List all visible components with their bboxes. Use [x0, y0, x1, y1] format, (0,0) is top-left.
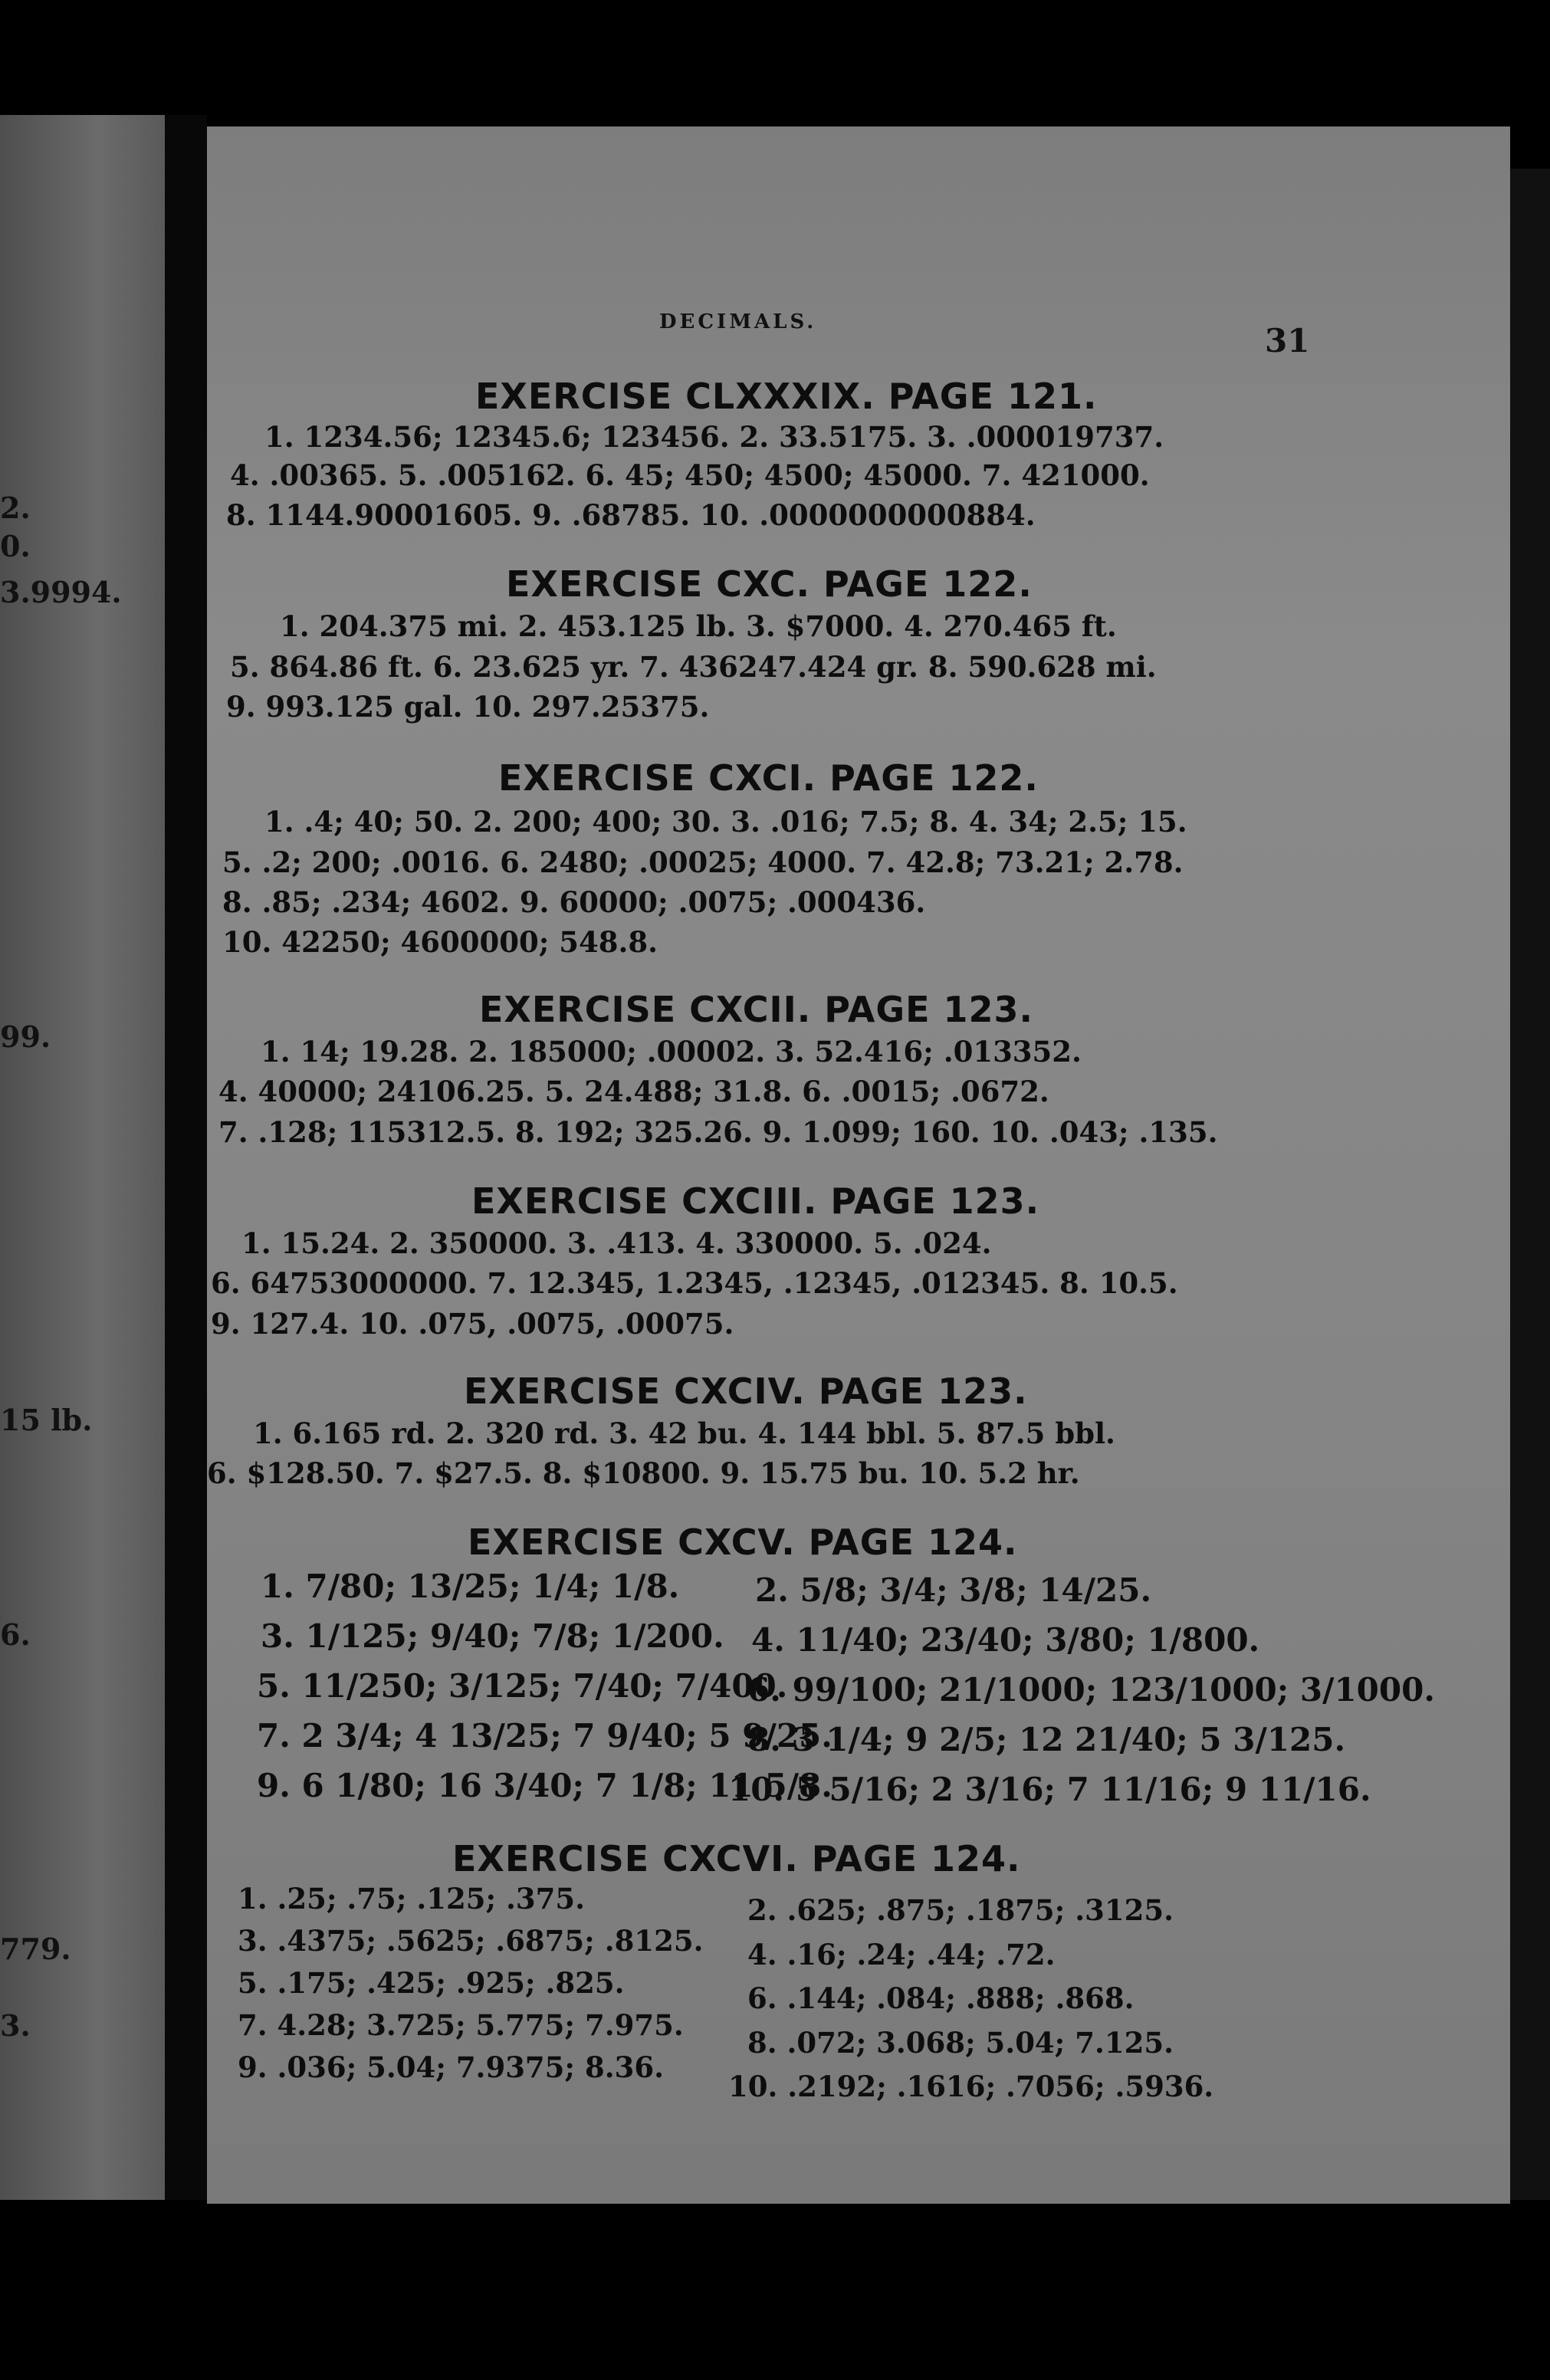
- scan-bottom-margin: [0, 2200, 1550, 2380]
- fraction-answer: 9. 6 1/80; 16 3/40; 7 1/8; 11 5/8.: [257, 1767, 832, 1804]
- fraction-answer: 5. 11/250; 3/125; 7/40; 7/400.: [257, 1667, 788, 1705]
- exercise-title: EXERCISE CLXXXIX. PAGE 121.: [475, 376, 1098, 417]
- facing-page-text: 779.: [0, 1932, 71, 1966]
- answer-line: 1. 14; 19.28. 2. 185000; .00002. 3. 52.416; .013352.: [261, 1035, 1082, 1069]
- answer-line: 8. .072; 3.068; 5.04; 7.125.: [747, 2026, 1174, 2060]
- answer-line: 2. .625; .875; .1875; .3125.: [747, 1893, 1174, 1927]
- facing-page-text: 6.: [0, 1617, 31, 1652]
- answer-line: 1. .25; .75; .125; .375.: [238, 1882, 585, 1915]
- fraction-answer: 1. 7/80; 13/25; 1/4; 1/8.: [261, 1568, 680, 1605]
- facing-page-text: 3.: [0, 2008, 31, 2043]
- answer-line: 7. 4.28; 3.725; 5.775; 7.975.: [238, 2008, 684, 2042]
- facing-page-text: 0.: [0, 529, 31, 563]
- fraction-answer: 3. 1/125; 9/40; 7/8; 1/200.: [261, 1617, 724, 1655]
- scan-edge: [1510, 169, 1550, 2200]
- answer-line: 10. .2192; .1616; .7056; .5936.: [728, 2070, 1214, 2103]
- page-number: 31: [1265, 322, 1310, 359]
- facing-page-text: 2.: [0, 491, 31, 525]
- exercise-title: EXERCISE CXC. PAGE 122.: [506, 563, 1033, 605]
- book-gutter: [165, 115, 207, 2215]
- facing-page-fragment: [0, 115, 165, 2200]
- answer-line: 5. 864.86 ft. 6. 23.625 yr. 7. 436247.424 gr. 8. 590.628 mi.: [230, 650, 1157, 684]
- answer-line: 1. 6.165 rd. 2. 320 rd. 3. 42 bu. 4. 144 bbl. 5. 87.5 bbl.: [253, 1417, 1115, 1450]
- answer-line: 1. 15.24. 2. 350000. 3. .413. 4. 330000. 5. .024.: [241, 1226, 992, 1260]
- answer-line: 6. $128.50. 7. $27.5. 8. $10800. 9. 15.75 bu. 10. 5.2 hr.: [207, 1456, 1080, 1490]
- answer-line: 4. .00365. 5. .005162. 6. 45; 450; 4500; 45000. 7. 421000.: [230, 458, 1150, 492]
- facing-page-text: 99.: [0, 1019, 51, 1054]
- answer-line: 1. 1234.56; 12345.6; 123456. 2. 33.5175. 3. .000019737.: [264, 420, 1164, 454]
- exercise-title: EXERCISE CXCIII. PAGE 123.: [471, 1180, 1040, 1222]
- fraction-answer: 6. 99/100; 21/1000; 123/1000; 3/1000.: [747, 1671, 1435, 1709]
- answer-line: 9. 993.125 gal. 10. 297.25375.: [226, 690, 710, 724]
- exercise-title: EXERCISE CXCIV. PAGE 123.: [464, 1371, 1028, 1412]
- answer-line: 4. 40000; 24106.25. 5. 24.488; 31.8. 6. .0015; .0672.: [218, 1075, 1049, 1108]
- fraction-answer: 8. 3 1/4; 9 2/5; 12 21/40; 5 3/125.: [747, 1721, 1346, 1758]
- answer-line: 5. .2; 200; .0016. 6. 2480; .00025; 4000. 7. 42.8; 73.21; 2.78.: [222, 845, 1184, 879]
- answer-line: 9. 127.4. 10. .075, .0075, .00075.: [211, 1307, 734, 1341]
- answer-line: 4. .16; .24; .44; .72.: [747, 1938, 1056, 1971]
- answer-line: 10. 42250; 4600000; 548.8.: [222, 925, 658, 959]
- answer-line: 1. 204.375 mi. 2. 453.125 lb. 3. $7000. 4. 270.465 ft.: [280, 609, 1117, 643]
- answer-line: 6. 64753000000. 7. 12.345, 1.2345, .12345, .012345. 8. 10.5.: [211, 1266, 1178, 1300]
- fraction-answer: 10. 5 5/16; 2 3/16; 7 11/16; 9 11/16.: [728, 1771, 1371, 1808]
- answer-line: 8. .85; .234; 4602. 9. 60000; .0075; .000436.: [222, 885, 926, 919]
- exercise-title: EXERCISE CXCI. PAGE 122.: [498, 757, 1039, 799]
- answer-line: 7. .128; 115312.5. 8. 192; 325.26. 9. 1.099; 160. 10. .043; .135.: [218, 1115, 1218, 1149]
- answer-line: 5. .175; .425; .925; .825.: [238, 1966, 625, 2000]
- facing-page-text: 3.9994.: [0, 575, 122, 609]
- answer-line: 3. .4375; .5625; .6875; .8125.: [238, 1924, 704, 1958]
- exercise-title: EXERCISE CXCV. PAGE 124.: [468, 1522, 1018, 1563]
- exercise-title: EXERCISE CXCII. PAGE 123.: [479, 989, 1034, 1030]
- running-head: DECIMALS.: [659, 310, 817, 333]
- fraction-answer: 4. 11/40; 23/40; 3/80; 1/800.: [751, 1621, 1260, 1659]
- answer-line: 8. 1144.90001605. 9. .68785. 10. .0000000000884.: [226, 498, 1036, 532]
- fraction-answer: 2. 5/8; 3/4; 3/8; 14/25.: [755, 1571, 1152, 1609]
- exercise-title: EXERCISE CXCVI. PAGE 124.: [452, 1838, 1021, 1879]
- fraction-answer: 7. 2 3/4; 4 13/25; 7 9/40; 5 9/25.: [257, 1717, 832, 1755]
- answer-line: 1. .4; 40; 50. 2. 200; 400; 30. 3. .016; 7.5; 8. 4. 34; 2.5; 15.: [264, 805, 1187, 839]
- answer-line: 6. .144; .084; .888; .868.: [747, 1981, 1135, 2015]
- facing-page-text: 15 lb.: [0, 1403, 93, 1437]
- answer-line: 9. .036; 5.04; 7.9375; 8.36.: [238, 2050, 664, 2084]
